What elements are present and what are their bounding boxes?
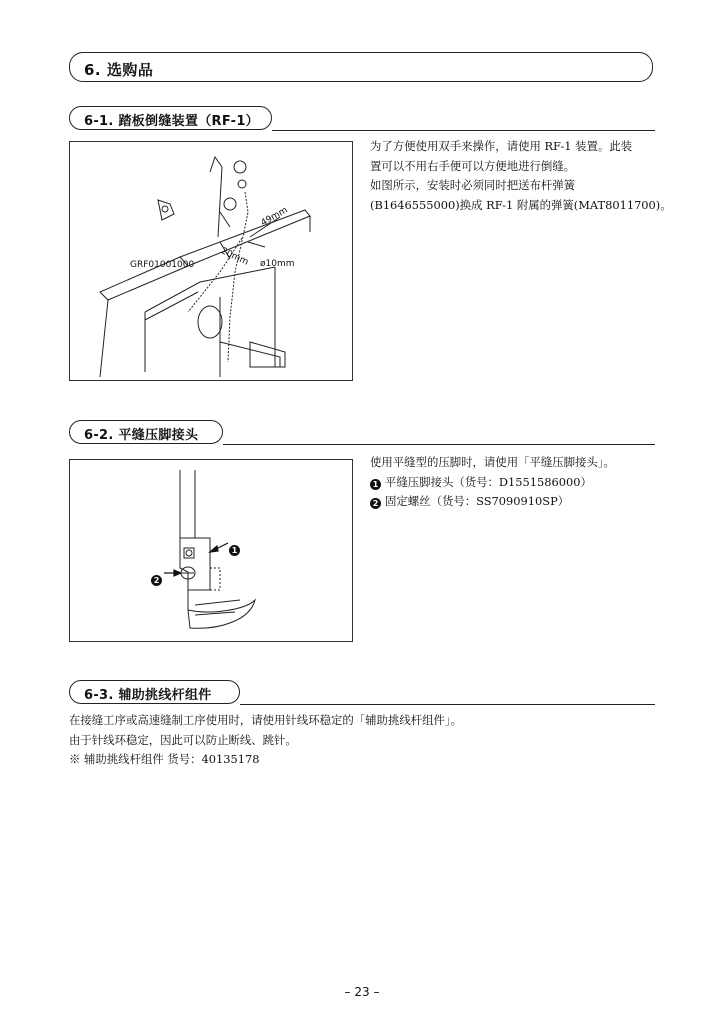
section-3-line-1: 在接缝工序或高速缝制工序使用时，请使用针线环稳定的「辅助挑线杆组件」。 [69,713,462,727]
section-1-title: 6-1. 踏板倒缝装置（RF-1） [84,114,259,129]
section-2-item-2 [370,492,615,512]
section-1-body [370,137,672,215]
section-2-item-2-text: 固定螺丝（货号：SS7090910SP） [385,494,570,508]
marker-1-badge: 1 [229,545,240,556]
chapter-header-frame [69,52,653,82]
figure-dim-10: ø10mm [260,259,295,269]
marker-2-callout [151,567,162,586]
section-3-title: 6-3. 辅助挑线杆组件 [84,688,212,703]
section-1-line-4: (B1646555000)换成 RF-1 附属的弹簧(MAT8011700)。 [370,197,672,212]
presser-foot-drawing [70,460,352,641]
section-2-body [370,453,615,512]
section-1-line-3: 如图所示，安装时必须同时把送布杆弹簧 [370,178,576,192]
page-number: – 23 – [344,985,380,999]
chapter-title: 6. 选购品 [84,61,154,79]
section-2-title: 6-2. 平缝压脚接头 [84,428,199,443]
pedal-reverse-device-figure [69,141,353,381]
presser-foot-adapter-figure [69,459,353,642]
figure-part-label: GRF01001000 [130,260,195,270]
section-3-rule [240,704,655,705]
section-3-line-2: 由于针线环稳定，因此可以防止断线、跳针。 [69,732,297,747]
sewing-machine-drawing [70,142,352,380]
section-1-line-2: 置可以不用右手便可以方便地进行倒缝。 [370,158,576,173]
section-2-item-1-text: 平缝压脚接头（货号：D1551586000） [385,474,592,489]
bullet-1-icon: 1 [370,479,381,490]
section-2-rule [223,444,655,445]
figure-dim-49: 49mm [259,205,290,229]
section-2-item-1 [370,473,615,493]
figure-dim-20: 20mm [219,246,250,268]
section-3-body [69,711,462,770]
section-1-line-1: 为了方便使用双手来操作，请使用 RF-1 装置。此装 [370,139,633,153]
bullet-2-icon: 2 [370,498,381,509]
section-3-line-3: ※ 辅助挑线杆组件 货号：40135178 [69,752,260,766]
section-1-rule [272,130,655,131]
section-2-intro: 使用平缝型的压脚时，请使用「平缝压脚接头」。 [370,455,615,469]
marker-1-callout [229,537,240,556]
marker-2-badge: 2 [151,575,162,586]
